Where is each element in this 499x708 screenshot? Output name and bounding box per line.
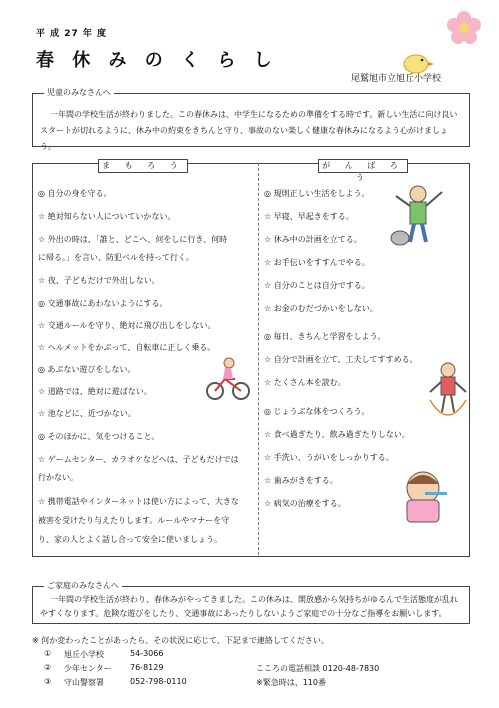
hotline: こころの電話相談 0120-48-7830 xyxy=(256,664,380,673)
contact-name: 守山警察署 xyxy=(64,678,104,687)
boy-cat-illustration xyxy=(388,182,450,252)
intro-label: 児童のみなさんへ xyxy=(44,87,114,98)
family-label: ご家庭のみなさんへ xyxy=(44,580,122,591)
right-column-heading: が ん ば ろ う xyxy=(318,159,408,173)
left-line: ◎ 交通事故にあわないようにする。 xyxy=(38,299,168,308)
right-line: ☆ 病気の治療をする。 xyxy=(264,499,346,508)
girl-bicycle-illustration xyxy=(205,355,251,401)
column-divider xyxy=(258,163,259,555)
jump-rope-illustration xyxy=(424,360,472,420)
left-line: ☆ ヘルメットをかぶって、自転車に正しく乗る。 xyxy=(38,343,216,352)
contact-tel: 76-8129 xyxy=(130,663,164,672)
emergency-note: ※緊急時は、110番 xyxy=(256,678,326,687)
left-line: ◎ そのほかに、気をつけること。 xyxy=(38,432,160,441)
contact-tel: 54-3066 xyxy=(130,649,164,658)
toothbrush-girl-illustration xyxy=(395,466,451,524)
right-line: ☆ 休み中の計画を立てる。 xyxy=(264,235,362,244)
right-line: ◎ 毎日、きちんと学習をしよう。 xyxy=(264,332,386,341)
right-line: ☆ 自分のことは自分でする。 xyxy=(264,281,370,290)
contact-tel: 052-798-0110 xyxy=(130,677,187,686)
left-line: ◎ 自分の身を守る。 xyxy=(38,189,112,198)
left-line: ☆ 絶対知らない人についていかない。 xyxy=(38,212,176,221)
right-line: ◎ 規則正しい生活をしよう。 xyxy=(264,189,370,198)
left-column-heading: ま も ろ う xyxy=(98,159,188,173)
left-line: ☆ 外出の時は、「誰と、どこへ、何をしに行き、何時 xyxy=(38,235,228,244)
left-line: ☆ ゲームセンター、カラオケなどへは、子どもだけでは xyxy=(38,455,239,464)
page-title: 春 休 み の く ら し xyxy=(36,50,278,71)
left-line: ◎ あぶない遊びをしない。 xyxy=(38,365,136,374)
school-name: 尾鷲旭市立旭丘小学校 xyxy=(350,74,441,84)
left-line: ☆ 夜、子どもだけで外出しない。 xyxy=(38,276,160,285)
right-line: ☆ お金のむだづかいをしない。 xyxy=(264,304,378,313)
left-line: ☆ 交通ルールを守り、絶対に飛び出しをしない。 xyxy=(38,321,216,330)
right-line: ☆ たくさん本を読む。 xyxy=(264,378,346,387)
left-line: り、家の人とよく話し合って安全に使いましょう。 xyxy=(38,535,222,544)
right-line: ☆ 自分で計画を立て、工夫してすすめる。 xyxy=(264,355,418,364)
right-line: ◎ じょうぶな体をつくろう。 xyxy=(264,407,370,416)
right-line: ☆ 早寝、早起きをする。 xyxy=(264,212,354,221)
left-line: ☆ 道路では、絶対に遊ばない。 xyxy=(38,387,152,396)
contact-number: ① xyxy=(44,649,52,658)
right-line: ☆ お手伝いをすすんでやる。 xyxy=(264,258,370,267)
left-line: ☆ 池などに、近づかない。 xyxy=(38,409,136,418)
right-line: ☆ 食べ過ぎたり、飲み過ぎたりしない。 xyxy=(264,430,410,439)
contact-name: 少年センター xyxy=(64,664,112,673)
family-text: 一年間の学校生活が終わり、春休みがやってきました。この休みは、開放感から気持ちがゆるんで生活態度が乱れやすくなります。危険な遊びをしたり、交通事故にあったりしないようご家庭での十分なご指導をお願いします。 xyxy=(40,595,458,618)
contact-number: ③ xyxy=(44,677,52,686)
contact-note: ※ 何か変わったことがあったら、その状況に応じて、下記まで連絡してください。 xyxy=(32,636,329,645)
intro-text: 一年間の学校生活が終わりました。この春休みは、中学生になるための準備をする時です。新しい生活に向け良いスタートが切れるように、休み中の約束をきちんと守り、事故のない楽しく健康な春休みになるよう心がけましょう。 xyxy=(40,110,458,151)
school-year: 平 成 27 年 度 xyxy=(36,29,108,39)
left-line: 被害を受けたり与えたりします。ルールやマナーを守 xyxy=(38,516,230,525)
right-line: ☆ 手洗い、うがいをしっかりする。 xyxy=(264,453,394,462)
left-line: ☆ 携帯電話やインターネットは使い方によって、大きな xyxy=(38,497,239,506)
left-line: に帰る。」を言い、防犯ベルを持って行く。 xyxy=(38,253,194,262)
left-line: 行かない。 xyxy=(38,473,78,482)
contact-number: ② xyxy=(44,663,52,672)
flower-icon xyxy=(446,10,482,46)
contact-name: 旭丘小学校 xyxy=(64,650,104,659)
right-line: ☆ 歯みがきをする。 xyxy=(264,476,338,485)
